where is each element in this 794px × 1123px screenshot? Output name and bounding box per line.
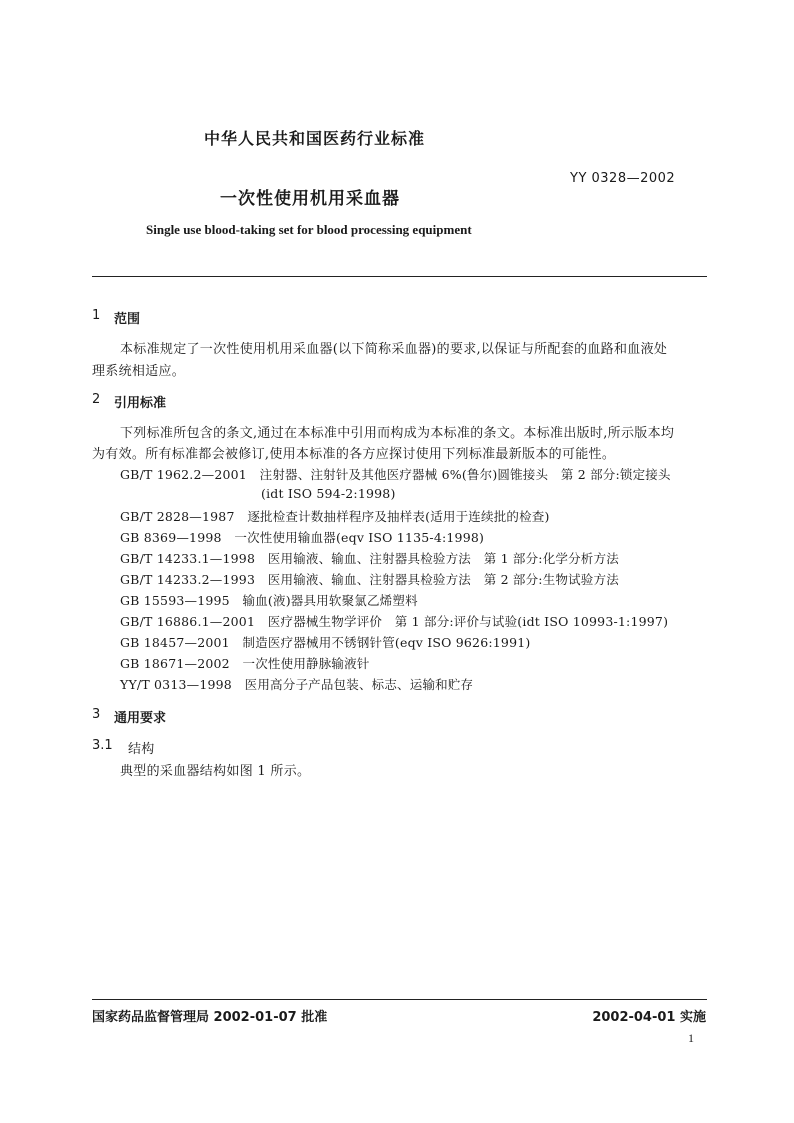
reference-item: GB 18457—2001 制造医疗器械用不锈钢针管(eqv ISO 9626:1991) (120, 635, 531, 650)
approval-statement: 国家药品监督管理局 2002-01-07 批准 (92, 1010, 328, 1025)
reference-item-continuation: (idt ISO 594-2:1998) (261, 486, 396, 501)
reference-item: GB 15593—1995 输血(液)器具用软聚氯乙烯塑料 (120, 593, 418, 608)
org-title: 中华人民共和国医药行业标准 (204, 129, 426, 148)
reference-item: GB/T 2828—1987 逐批检查计数抽样程序及抽样表(适用于连续批的检查) (120, 509, 550, 524)
implementation-statement: 2002-04-01 实施 (592, 1010, 706, 1025)
subsection-3-1-para: 典型的采血器结构如图 1 所示。 (120, 764, 311, 779)
standard-code: YY 0328—2002 (570, 171, 676, 186)
subsection-3-1-heading: 结构 (128, 742, 155, 757)
subsection-3-1-number: 3.1 (92, 738, 113, 753)
section-1-para-line-1: 本标准规定了一次性使用机用采血器(以下简称采血器)的要求,以保证与所配套的血路和血液处 (120, 342, 668, 357)
section-2-number: 2 (92, 392, 101, 407)
section-1-heading: 范围 (114, 312, 141, 327)
section-2-para-line-2: 为有效。所有标准都会被修订,使用本标准的各方应探讨使用下列标准最新版本的可能性。 (92, 447, 616, 462)
section-1-para-line-2: 理系统相适应。 (92, 364, 186, 379)
section-2-heading: 引用标准 (114, 396, 167, 411)
reference-item: GB/T 14233.2—1993 医用输液、输血、注射器具检验方法 第 2 部分:生物试验方法 (120, 572, 619, 587)
reference-item: GB 8369—1998 一次性使用输血器(eqv ISO 1135-4:1998) (120, 530, 485, 545)
document-title: 一次性使用机用采血器 (220, 189, 400, 209)
page-number: 1 (688, 1031, 694, 1045)
reference-item: GB/T 1962.2—2001 注射器、注射针及其他医疗器械 6%(鲁尔)圆锥接头 第 2 部分:锁定接头 (120, 467, 671, 482)
section-3-heading: 通用要求 (114, 711, 167, 726)
document-title-en: Single use blood-taking set for blood processing equipment (146, 222, 472, 237)
section-3-number: 3 (92, 707, 101, 722)
reference-item: GB/T 16886.1—2001 医疗器械生物学评价 第 1 部分:评价与试验(idt ISO 10993-1:1997) (120, 614, 669, 629)
section-1-number: 1 (92, 308, 101, 323)
reference-item: GB/T 14233.1—1998 医用输液、输血、注射器具检验方法 第 1 部分:化学分析方法 (120, 551, 619, 566)
footer-divider (92, 999, 707, 1000)
section-2-para-line-1: 下列标准所包含的条文,通过在本标准中引用而构成为本标准的条文。本标准出版时,所示版本均 (120, 426, 675, 441)
reference-item: YY/T 0313—1998 医用高分子产品包装、标志、运输和贮存 (120, 677, 474, 692)
header-divider (92, 276, 707, 277)
reference-item: GB 18671—2002 一次性使用静脉输液针 (120, 656, 370, 671)
